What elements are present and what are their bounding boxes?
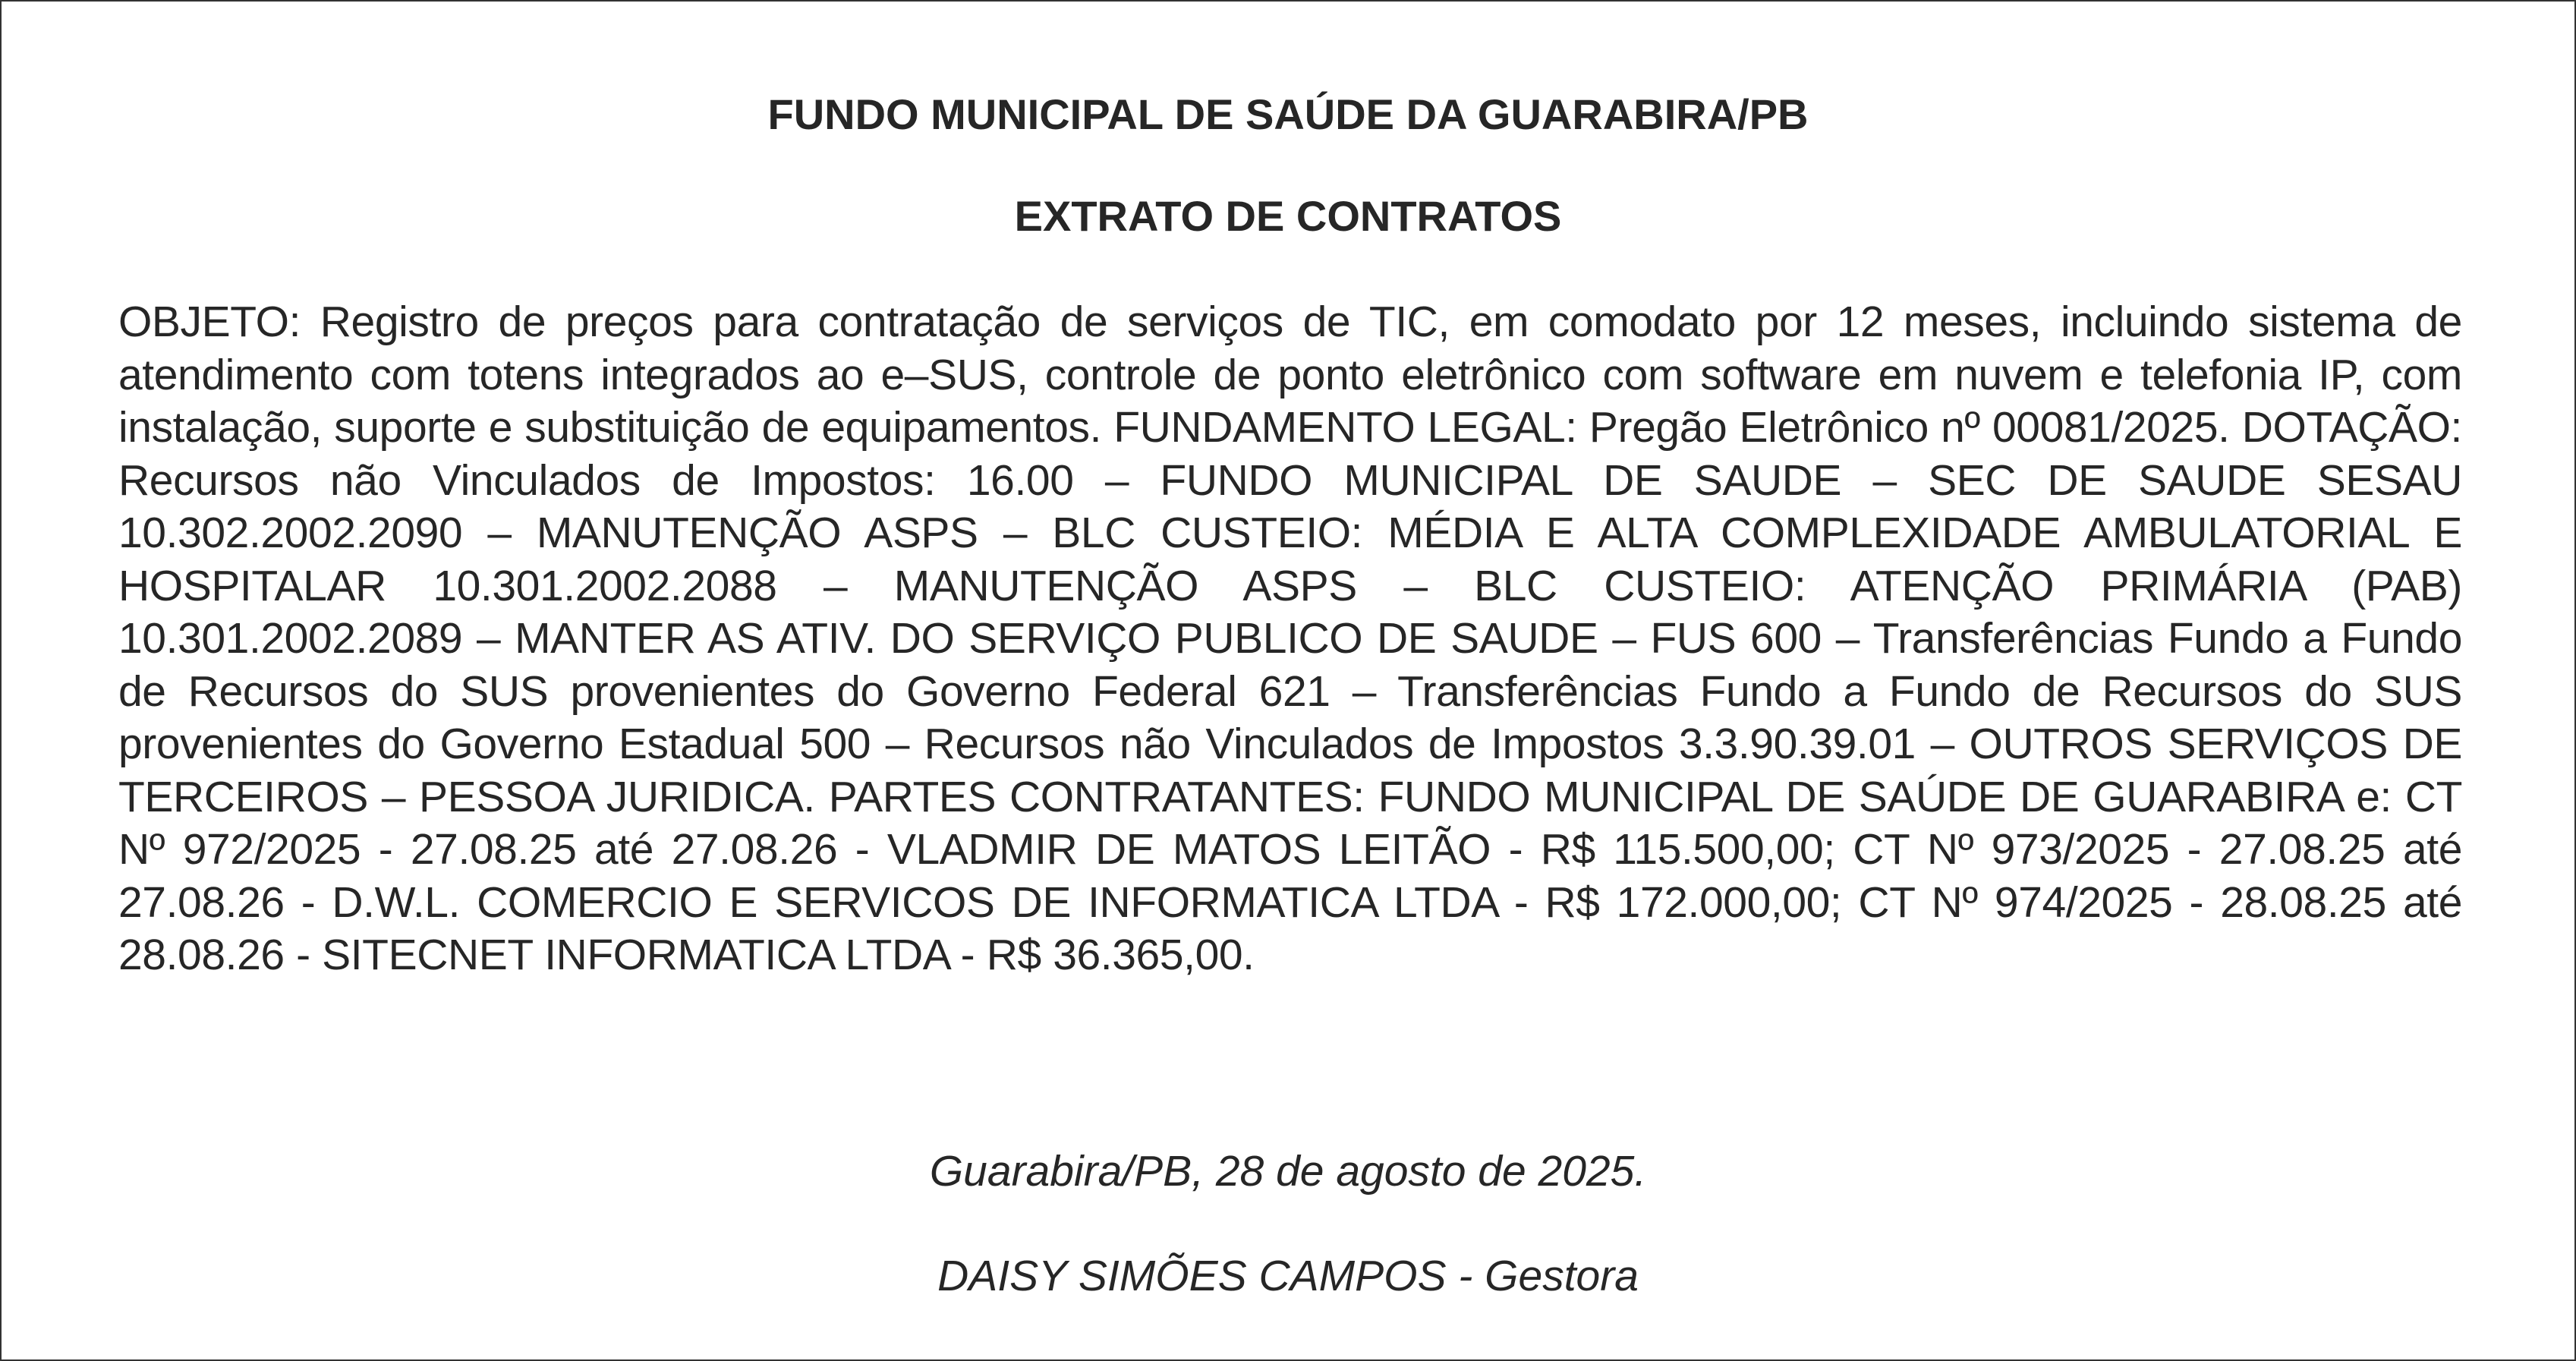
- contract-extract-body: OBJETO: Registro de preços para contratação de serviços de TIC, em comodato por 12 meses, incluindo sistema de atendimento com totens integrados ao e–SUS, controle de ponto eletrônico com software em nuvem e telefonia IP, com instalação, suporte e substituição de equipamentos. FUNDAMENTO LEGAL: Pregão Eletrônico nº 00081/2025. DOTAÇÃO: Recursos não Vinculados de Impostos: 16.00 – FUNDO MUNICIPAL DE SAUDE – SEC DE SAUDE SESAU 10.302.2002.2090 – MANUTENÇÃO ASPS – BLC CUSTEIO: MÉDIA E ALTA COMPLEXIDADE AMBULATORIAL E HOSPITALAR 10.301.2002.2088 – MANUTENÇÃO ASPS – BLC CUSTEIO: ATENÇÃO PRIMÁRIA (PAB) 10.301.2002.2089 – MANTER AS ATIV. DO SERVIÇO PUBLICO DE SAUDE – FUS 600 – Transferências Fundo a Fundo de Recursos do SUS provenientes do Governo Federal 621 – Transferências Fundo a Fundo de Recursos do SUS provenientes do Governo Estadual 500 – Recursos não Vinculados de Impostos 3.3.90.39.01 – OUTROS SERVIÇOS DE TERCEIROS – PESSOA JURIDICA. PARTES CONTRATANTES: FUNDO MUNICIPAL DE SAÚDE DE GUARABIRA e: CT Nº 972/2025 - 27.08.25 até 27.08.26 - VLADMIR DE MATOS LEITÃO - R$ 115.500,00; CT Nº 973/2025 - 27.08.25 até 27.08.26 - D.W.L. COMERCIO E SERVICOS DE INFORMATICA LTDA - R$ 172.000,00; CT Nº 974/2025 - 28.08.25 até 28.08.26 - SITECNET INFORMATICA LTDA - R$ 36.365,00.: [118, 298, 2462, 979]
- signatory: DAISY SIMÕES CAMPOS - Gestora: [937, 1252, 1639, 1300]
- document-title: FUNDO MUNICIPAL DE SAÚDE DA GUARABIRA/PB: [767, 90, 1809, 138]
- document-subtitle: EXTRATO DE CONTRATOS: [1014, 192, 1562, 240]
- place-and-date: Guarabira/PB, 28 de agosto de 2025.: [929, 1147, 1647, 1196]
